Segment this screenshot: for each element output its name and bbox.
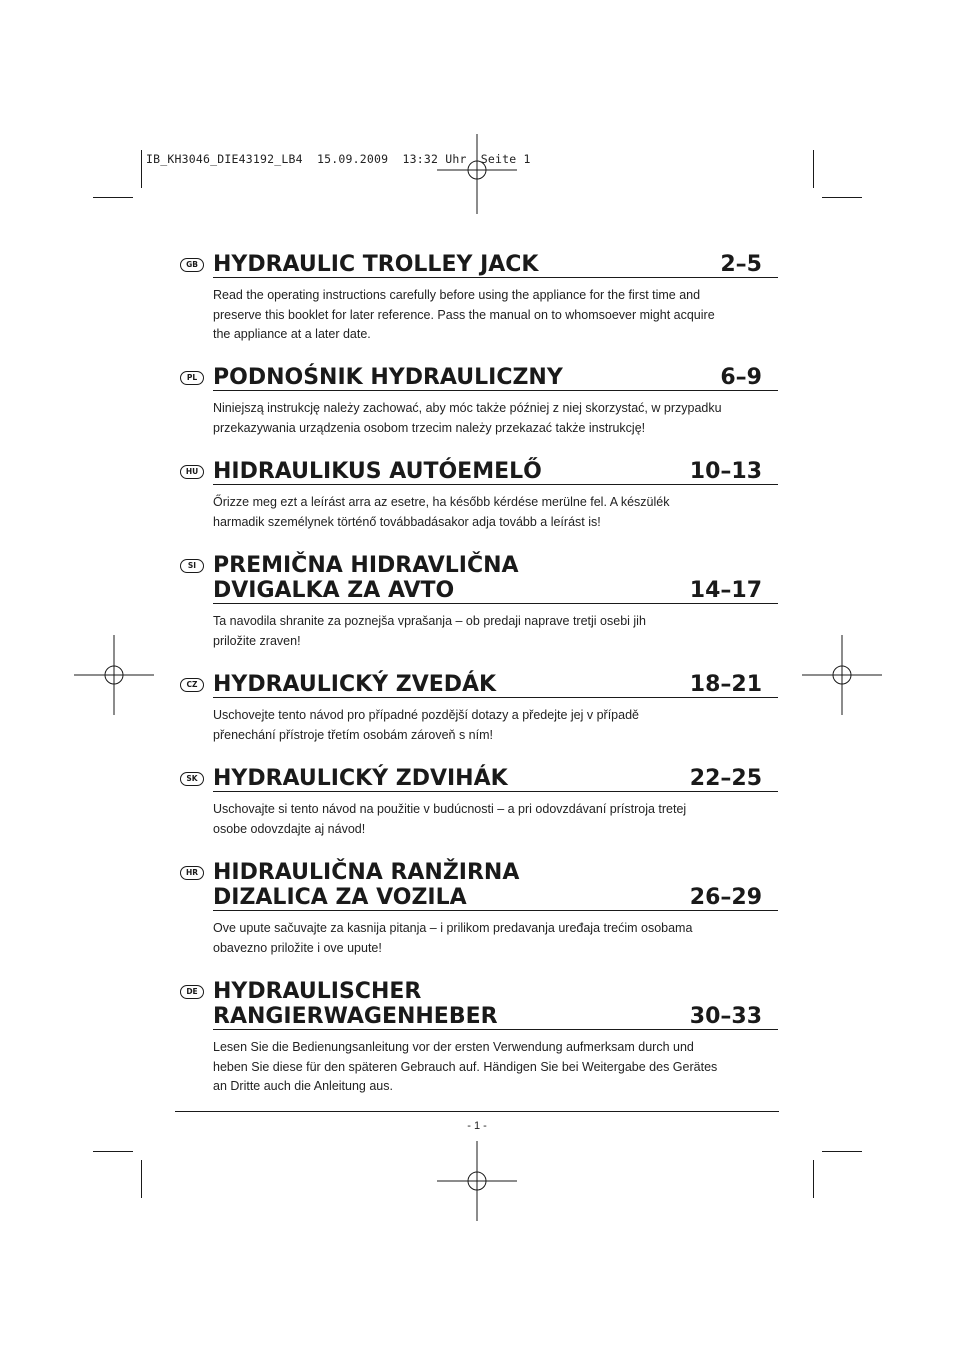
crop-mark	[822, 1151, 862, 1152]
flag-badge: HU	[180, 465, 204, 479]
section-description: Niniejszą instrukcję należy zachować, aby móc także później z niej skorzystać, w przypadku przekazywania urządzenia osobom trzecim należy przekazać także instrukcję!	[213, 401, 722, 435]
crop-mark	[141, 150, 142, 188]
registration-mark-icon	[74, 635, 154, 715]
flag-badge: SK	[180, 772, 204, 786]
crop-mark	[813, 150, 814, 188]
page-range: 6–9	[720, 365, 762, 390]
section-title: HYDRAULICKÝ ZVEDÁK	[213, 672, 497, 697]
toc-section-gb	[180, 252, 778, 345]
section-title: HIDRAULIKUS AUTÓEMELŐ	[213, 459, 542, 484]
toc-title-row	[213, 979, 778, 1030]
section-description: Uschovajte si tento návod na použitie v budúcnosti – a pri odovzdávaní prístroja tretej osobe odovzdajte aj návod!	[213, 802, 687, 836]
section-description: Uschovejte tento návod pro případné pozdější dotazy a předejte jej v případě přenechání přístroje třetím osobám zároveň s ním!	[213, 708, 639, 742]
page-range: 18–21	[689, 672, 762, 697]
toc-title-row	[213, 860, 778, 911]
section-title: PREMIČNA HIDRAVLIČNA DVIGALKA ZA AVTO	[213, 553, 519, 603]
toc-section-de	[180, 979, 778, 1097]
page-range: 22–25	[689, 766, 762, 791]
section-description: Lesen Sie die Bedienungsanleitung vor der ersten Verwendung aufmerksam durch und heben Sie diese für den späteren Gebrauch auf. Händigen Sie bei Weitergabe des Gerätes an Dritte auch die Anleitung aus.	[213, 1040, 718, 1093]
page-range: 10–13	[689, 459, 762, 484]
page-number: - 1 -	[467, 1120, 487, 1132]
toc-section-pl	[180, 365, 778, 438]
flag-badge: HR	[180, 866, 204, 880]
section-title: PODNOŚNIK HYDRAULICZNY	[213, 365, 563, 390]
crop-mark	[93, 197, 133, 198]
toc-section-hu	[180, 459, 778, 532]
flag-badge: PL	[180, 371, 204, 385]
section-description: Őrizze meg ezt a leírást arra az esetre, ha később kérdése merülne fel. A készülék harmadik személynek történő továbbadásakor adja tovább a leírást is!	[213, 495, 670, 529]
flag-badge: SI	[180, 559, 204, 573]
toc-title-row	[213, 365, 778, 391]
page-range: 2–5	[720, 252, 762, 277]
print-header: IB_KH3046_DIE43192_LB4 15.09.2009 13:32 Uhr Seite 1	[146, 152, 531, 166]
flag-badge: GB	[180, 258, 204, 272]
section-description: Ta navodila shranite za poznejša vprašanja – ob predaji naprave tretji osebi jih priložite zraven!	[213, 614, 646, 648]
crop-mark	[813, 1160, 814, 1198]
toc-section-sk	[180, 766, 778, 839]
crop-mark	[822, 197, 862, 198]
toc-title-row	[213, 766, 778, 792]
crop-mark	[141, 1160, 142, 1198]
section-title: HYDRAULIC TROLLEY JACK	[213, 252, 539, 277]
toc-section-si	[180, 553, 778, 651]
section-description: Read the operating instructions carefully before using the appliance for the first time and preserve this booklet for later reference. Pass the manual on to whomsoever might acquire the appliance at a later date.	[213, 288, 715, 341]
registration-mark-icon	[437, 1141, 517, 1221]
toc-title-row	[213, 553, 778, 604]
page-range: 14–17	[689, 578, 762, 603]
registration-mark-icon	[437, 134, 517, 214]
flag-badge: DE	[180, 985, 204, 999]
toc-title-row	[213, 672, 778, 698]
section-title: HYDRAULICKÝ ZDVIHÁK	[213, 766, 508, 791]
page-range: 26–29	[689, 885, 762, 910]
registration-mark-icon	[802, 635, 882, 715]
footer-rule	[175, 1111, 779, 1112]
crop-mark	[93, 1151, 133, 1152]
section-description: Ove upute sačuvajte za kasnija pitanja – i prilikom predavanja uređaja trećim osobama obavezno priložite i ove upute!	[213, 921, 693, 955]
page-range: 30–33	[689, 1004, 762, 1029]
toc-title-row	[213, 252, 778, 278]
section-title: HIDRAULIČNA RANŽIRNA DIZALICA ZA VOZILA	[213, 860, 520, 910]
section-title: HYDRAULISCHER RANGIERWAGENHEBER	[213, 979, 498, 1029]
flag-badge: CZ	[180, 678, 204, 692]
toc-section-cz	[180, 672, 778, 745]
toc-section-hr	[180, 860, 778, 958]
toc-title-row	[213, 459, 778, 485]
